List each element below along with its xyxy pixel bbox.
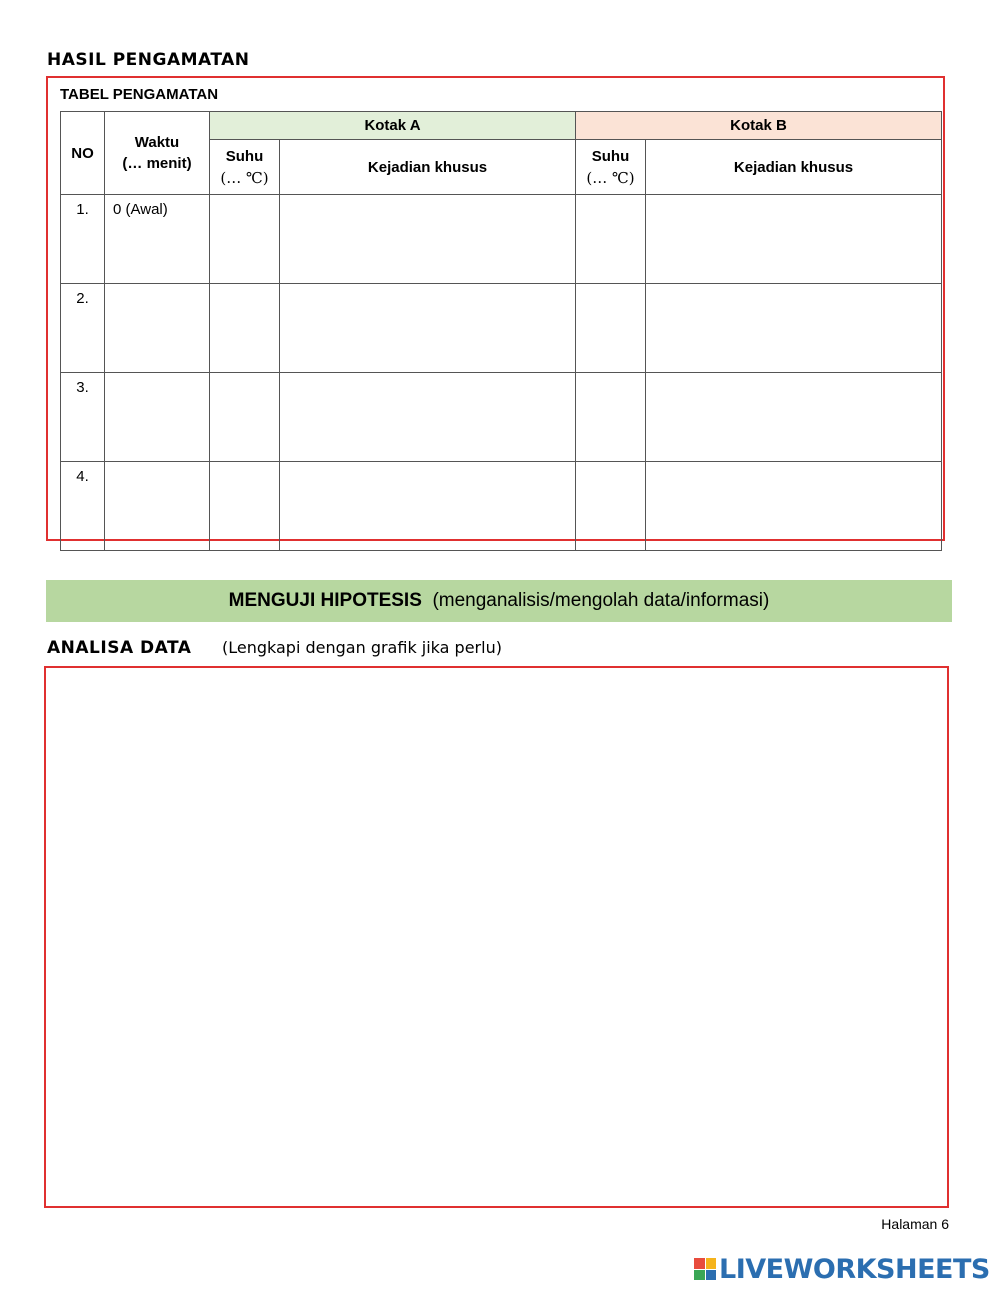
header-temp-b [576, 140, 646, 195]
header-box-a: Kotak A [210, 112, 576, 140]
event-b-input[interactable] [646, 284, 942, 373]
header-event-a: Kejadian khusus [280, 140, 576, 195]
page-number: Halaman 6 [881, 1216, 949, 1232]
header-temp-a [210, 140, 280, 195]
table-row [61, 462, 942, 551]
header-time [105, 112, 210, 195]
header-time-label: Waktu [134, 134, 180, 151]
event-b-input[interactable] [646, 195, 942, 284]
header-box-b: Kotak B [576, 112, 942, 140]
event-a-input[interactable] [280, 373, 576, 462]
header-temp-a-unit: (… ℃) [220, 168, 269, 187]
logo-mark-icon [694, 1258, 716, 1280]
temp-b-input[interactable] [576, 462, 646, 551]
hypothesis-title: MENGUJI HIPOTESIS [228, 590, 422, 611]
table-row [61, 284, 942, 373]
liveworksheets-logo [694, 1253, 990, 1285]
logo-text: LIVEWORKSHEETS [719, 1253, 990, 1285]
event-b-input[interactable] [646, 373, 942, 462]
analysis-title: ANALISA DATA [47, 638, 192, 658]
header-temp-b-label: Suhu [591, 147, 630, 165]
temp-a-input[interactable] [210, 195, 280, 284]
hypothesis-subtitle: (menganalisis/mengolah data/informasi) [432, 590, 770, 611]
header-temp-b-unit: (… ℃) [586, 168, 635, 187]
row-number: 4. [61, 462, 105, 551]
temp-a-input[interactable] [210, 284, 280, 373]
header-event-b: Kejadian khusus [646, 140, 942, 195]
header-no: NO [61, 112, 105, 195]
table-row [61, 195, 942, 284]
event-a-input[interactable] [280, 284, 576, 373]
header-temp-a-label: Suhu [225, 147, 264, 165]
analysis-answer-box[interactable] [44, 666, 949, 1208]
time-input[interactable] [105, 284, 210, 373]
hypothesis-heading [46, 580, 952, 622]
header-time-unit: (… menit) [122, 155, 192, 172]
temp-b-input[interactable] [576, 195, 646, 284]
time-input[interactable] [105, 462, 210, 551]
event-a-input[interactable] [280, 462, 576, 551]
analysis-note: (Lengkapi dengan grafik jika perlu) [222, 638, 502, 657]
row-number: 1. [61, 195, 105, 284]
temp-a-input[interactable] [210, 462, 280, 551]
time-input[interactable]: 0 (Awal) [105, 195, 210, 284]
table-row [61, 373, 942, 462]
row-number: 3. [61, 373, 105, 462]
temp-b-input[interactable] [576, 284, 646, 373]
table-caption: TABEL PENGAMATAN [60, 86, 219, 103]
row-number: 2. [61, 284, 105, 373]
time-input[interactable] [105, 373, 210, 462]
results-heading: HASIL PENGAMATAN [47, 50, 250, 70]
observation-table [60, 111, 942, 551]
event-a-input[interactable] [280, 195, 576, 284]
event-b-input[interactable] [646, 462, 942, 551]
temp-b-input[interactable] [576, 373, 646, 462]
temp-a-input[interactable] [210, 373, 280, 462]
